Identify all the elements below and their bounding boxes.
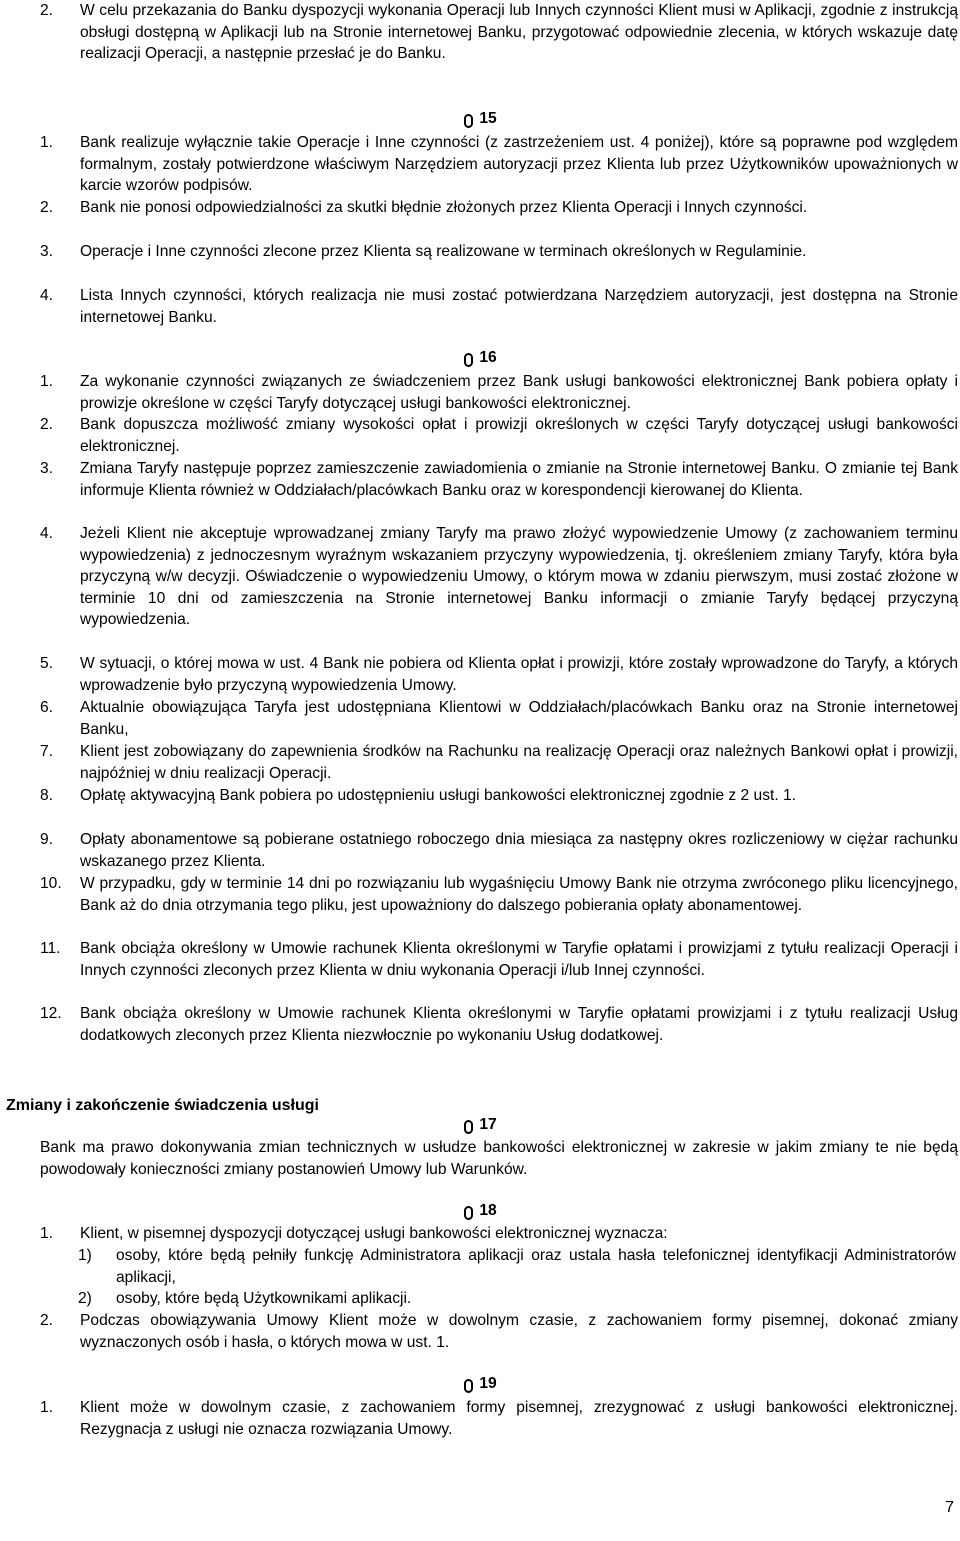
item-number: 2.: [40, 1312, 54, 1329]
item-number: 4.: [40, 525, 54, 542]
item-text: Klient może w dowolnym czasie, z zachowaniem formy pisemnej, zrezygnować z usługi bankowości elektronicznej. Rezygnacja z usługi nie oznacza rozwiązania Umowy.: [80, 1399, 958, 1438]
list-item: [0, 285, 960, 328]
item-number: 6.: [40, 699, 54, 716]
section-sign: 16: [479, 349, 497, 366]
item-number: 4.: [40, 287, 54, 304]
item-text: Za wykonanie czynności związanych ze świadczeniem przez Bank usługi bankowości elektronicznej Bank pobiera opłaty i prowizje określone w części Taryfy dotyczącej usługi bankowości elektronicznej.: [80, 373, 958, 412]
item-text: Lista Innych czynności, których realizacja nie musi zostać potwierdzana Narzędziem autoryzacji, jest dostępna na Stronie internetowej Banku.: [80, 287, 958, 326]
list-item: [0, 1397, 960, 1440]
list-item: [0, 785, 960, 807]
item-number: 2.: [40, 199, 54, 216]
list-item: [0, 197, 960, 219]
item-number: 9.: [40, 831, 54, 848]
section-sign: 18: [479, 1202, 497, 1219]
item-number: 12.: [40, 1005, 62, 1022]
item-number: 2.: [40, 416, 54, 433]
item-text: Bank nie ponosi odpowiedzialności za skutki błędnie złożonych przez Klienta Operacji i Innych czynności.: [80, 199, 808, 216]
list-item: [0, 414, 960, 457]
page-number: 7: [945, 1499, 954, 1516]
item-text: Bank dopuszcza możliwość zmiany wysokości opłat i prowizji określonych w części Taryfy dotyczącej usługi bankowości elektronicznej.: [80, 416, 958, 455]
section-sign: 17: [479, 1116, 497, 1133]
item-number: 1): [78, 1247, 92, 1264]
item-text: Operacje i Inne czynności zlecone przez Klienta są realizowane w terminach określonych w Regulaminie.: [80, 243, 807, 260]
item-text: Klient jest zobowiązany do zapewnienia środków na Rachunku na realizację Operacji oraz należnych Bankowi opłat i prowizji, najpóźniej w dniu realizacji Operacji.: [80, 743, 958, 782]
item-text: Jeżeli Klient nie akceptuje wprowadzanej zmiany Taryfy ma prawo złożyć wypowiedzenie Umowy (z zachowaniem terminu wypowiedzenia) z jednoczesnym wyraźnym wskazaniem przyczyny wypowiedzenia, tj. określeniem zmiany Taryfy, która była przyczyną w/w decyzji. Oświadczenie o wypowiedzeniu Umowy, o którym mowa w zdaniu pierwszym, musi zostać złożone w terminie 10 dni od zamieszczenia na Stronie internetowej Banku informacji o zmianie Taryfy będącej przyczyną wypowiedzenia.: [80, 525, 958, 629]
sub-list-item: [0, 1288, 960, 1310]
section-heading-19: [0, 1373, 960, 1395]
item-text: Aktualnie obowiązująca Taryfa jest udostępniana Klientowi w Oddziałach/placówkach Banku oraz na Stronie internetowej Banku,: [80, 699, 958, 738]
item-number: 1.: [40, 1399, 54, 1416]
list-item: [0, 241, 960, 263]
section-sign: 15: [479, 110, 497, 127]
list-item: [0, 1310, 960, 1353]
item-text: W przypadku, gdy w terminie 14 dni po rozwiązaniu lub wygaśnięciu Umowy Bank nie otrzyma zwróconego pliku licencyjnego, Bank aż do dnia otrzymania tego pliku, jest upoważniony do dalszego pobierania opłaty abonamentowej.: [80, 875, 958, 914]
item-text: osoby, które będą pełniły funkcję Administratora aplikacji oraz ustala hasła telefonicznej identyfikacji Administratorów aplikacji,: [116, 1247, 956, 1286]
list-item: [0, 697, 960, 740]
list-item: [0, 873, 960, 916]
list-item: [0, 1003, 960, 1046]
item-number: 1.: [40, 1225, 54, 1242]
list-item: [0, 371, 960, 414]
item-text: Zmiana Taryfy następuje poprzez zamieszczenie zawiadomienia o zmianie na Stronie internetowej Banku. O zmianie tej Bank informuje Klienta również w Oddziałach/placówkach Banku oraz w korespondencji kierowanej do Klienta.: [80, 460, 958, 499]
section-heading-18: [0, 1200, 960, 1222]
section-heading-15: [0, 108, 960, 130]
item-text: osoby, które będą Użytkownikami aplikacji.: [116, 1290, 412, 1307]
list-item: [0, 829, 960, 872]
section-heading-17: [0, 1114, 960, 1136]
item-number: 2.: [40, 2, 54, 19]
item-text: Opłatę aktywacyjną Bank pobiera po udostępnieniu usługi bankowości elektronicznej zgodnie z 2 ust. 1.: [80, 787, 797, 804]
list-item: [0, 653, 960, 696]
paragraph-2-top: [0, 0, 960, 65]
list-item: [0, 132, 960, 197]
section-heading-16: [0, 347, 960, 369]
item-text: Opłaty abonamentowe są pobierane ostatniego roboczego dnia miesiąca za następny okres rozliczeniowy w ciężar rachunku wskazanego przez Klienta.: [80, 831, 958, 870]
item-text: Klient, w pisemnej dyspozycji dotyczącej usługi bankowości elektronicznej wyznacza:: [80, 1225, 668, 1242]
item-number: 7.: [40, 743, 54, 760]
list-item: [0, 938, 960, 981]
item-text: W sytuacji, o której mowa w ust. 4 Bank nie pobiera od Klienta opłat i prowizji, które zostały wprowadzone do Taryfy, a których wprowadzenie było przyczyną wypowiedzenia Umowy.: [80, 655, 958, 694]
section-sign: 19: [479, 1375, 497, 1392]
item-text: Bank obciąża określony w Umowie rachunek Klienta określonymi w Taryfie opłatami i prowizjami z tytułu realizacji Operacji i Innych czynności zleconych przez Klienta w dniu wykonania Operacji i/lub Innej czynności.: [80, 940, 958, 979]
item-number: 11.: [40, 940, 61, 957]
item-number: 1.: [40, 373, 54, 390]
item-text: W celu przekazania do Banku dyspozycji wykonania Operacji lub Innych czynności Klient musi w Aplikacji, zgodnie z instrukcją obsługi dostępną w Aplikacji lub na Stronie internetowej Banku, przygotować odpowiednie zlecenia, w których wskazuje datę realizacji Operacji, a następnie przesłać je do Banku.: [80, 2, 958, 63]
item-text: Podczas obowiązywania Umowy Klient może w dowolnym czasie, z zachowaniem formy pisemnej, dokonać zmiany wyznaczonych osób i hasła, o których mowa w ust. 1.: [80, 1312, 958, 1351]
item-number: 2): [78, 1290, 92, 1307]
item-text: Bank obciąża określony w Umowie rachunek Klienta określonymi w Taryfie opłatami prowizjami i z tytułu realizacji Usług dodatkowych zleconych przez Klienta niezwłocznie po wykonaniu Usług dodatkowej.: [80, 1005, 958, 1044]
item-number: 10.: [40, 875, 62, 892]
item-number: 3.: [40, 243, 54, 260]
paragraph-17: Bank ma prawo dokonywania zmian technicznych w usłudze bankowości elektronicznej w zakresie w jakim zmiany te nie będą powodowały konieczności zmiany postanowień Umowy lub Warunków.: [40, 1139, 958, 1178]
sub-list-item: [0, 1245, 960, 1288]
list-item: [0, 523, 960, 631]
item-number: 1.: [40, 134, 54, 151]
item-text: Bank realizuje wyłącznie takie Operacje i Inne czynności (z zastrzeżeniem ust. 4 poniżej), które są poprawne pod względem formalnym, zostały potwierdzone właściwym Narzędziem autoryzacji przez Klienta lub przez Użytkowników upoważnionych w karcie wzorów podpisów.: [80, 134, 958, 195]
list-item: [0, 458, 960, 501]
list-item: [0, 1223, 960, 1245]
section-title: Zmiany i zakończenie świadczenia usługi: [6, 1097, 319, 1114]
item-number: 3.: [40, 460, 54, 477]
item-number: 8.: [40, 787, 54, 804]
item-number: 5.: [40, 655, 54, 672]
list-item: [0, 741, 960, 784]
